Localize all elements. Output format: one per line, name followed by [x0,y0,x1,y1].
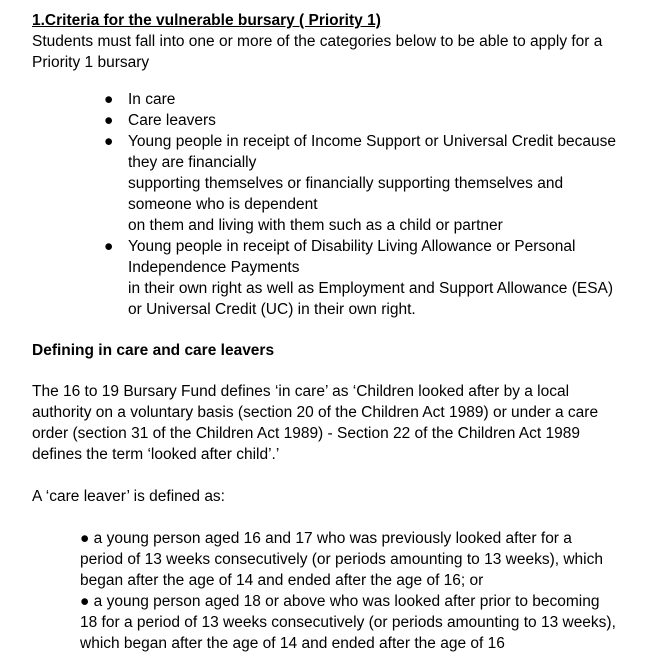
care-leaver-line: ● a young person aged 18 or above who was looked after prior to becoming [80,593,600,610]
document-body [32,10,642,654]
section1-intro-line: Students must fall into one or more of the categories below to be able to apply for a [32,33,603,50]
criteria-bullet-item [104,131,642,236]
care-leaver-line: which began after the age of 14 and ended after the age of 16 [80,635,505,652]
in-care-definition [32,381,642,465]
care-leaver-intro: A ‘care leaver’ is defined as: [32,488,225,505]
criteria-bullet-line: they are financially [128,154,257,171]
definition-line: authority on a voluntary basis (section 20 of the Children Act 1989) or under a care [32,404,599,421]
criteria-bullet-item [104,89,642,110]
definition-line: order (section 31 of the Children Act 1989) - Section 22 of the Children Act 1989 [32,425,580,442]
definition-line: The 16 to 19 Bursary Fund defines ‘in care’ as ‘Children looked after by a local [32,383,570,400]
section1-intro [32,31,642,73]
bullet-icon: ● [104,238,114,255]
criteria-bullet-line: on them and living with them such as a child or partner [128,217,503,234]
criteria-bullet-item [104,110,642,131]
criteria-bullet-line: Independence Payments [128,259,300,276]
care-leaver-line: began after the age of 14 and ended after the age of 16; or [80,572,484,589]
criteria-bullet-item [104,236,642,320]
criteria-bullet-line: or Universal Credit (UC) in their own right. [128,301,416,318]
care-leaver-line: 18 for a period of 13 weeks consecutively (or periods amounting to 13 weeks), [80,614,616,631]
criteria-bullet-line: In care [128,91,176,108]
criteria-bullet-line: someone who is dependent [128,196,318,213]
care-leaver-line: ● a young person aged 16 and 17 who was previously looked after for a [80,530,572,547]
section2-heading: Defining in care and care leavers [32,342,275,359]
definition-line: defines the term ‘looked after child’.’ [32,446,280,463]
bullet-icon: ● [104,133,114,150]
criteria-bullet-line: supporting themselves or financially supporting themselves and [128,175,564,192]
care-leaver-definition [32,528,642,654]
care-leaver-line: period of 13 weeks consecutively (or periods amounting to 13 weeks), which [80,551,603,568]
bullet-icon: ● [104,91,114,108]
bullet-icon: ● [104,112,114,129]
criteria-bullet-line: Care leavers [128,112,216,129]
criteria-bullet-line: Young people in receipt of Income Support or Universal Credit because [128,133,616,150]
section1-intro-line: Priority 1 bursary [32,54,150,71]
criteria-bullet-line: Young people in receipt of Disability Living Allowance or Personal [128,238,576,255]
section1-heading: 1.Criteria for the vulnerable bursary ( Priority 1) [32,12,381,29]
criteria-bullet-line: in their own right as well as Employment and Support Allowance (ESA) [128,280,614,297]
criteria-bullet-list [32,89,642,320]
